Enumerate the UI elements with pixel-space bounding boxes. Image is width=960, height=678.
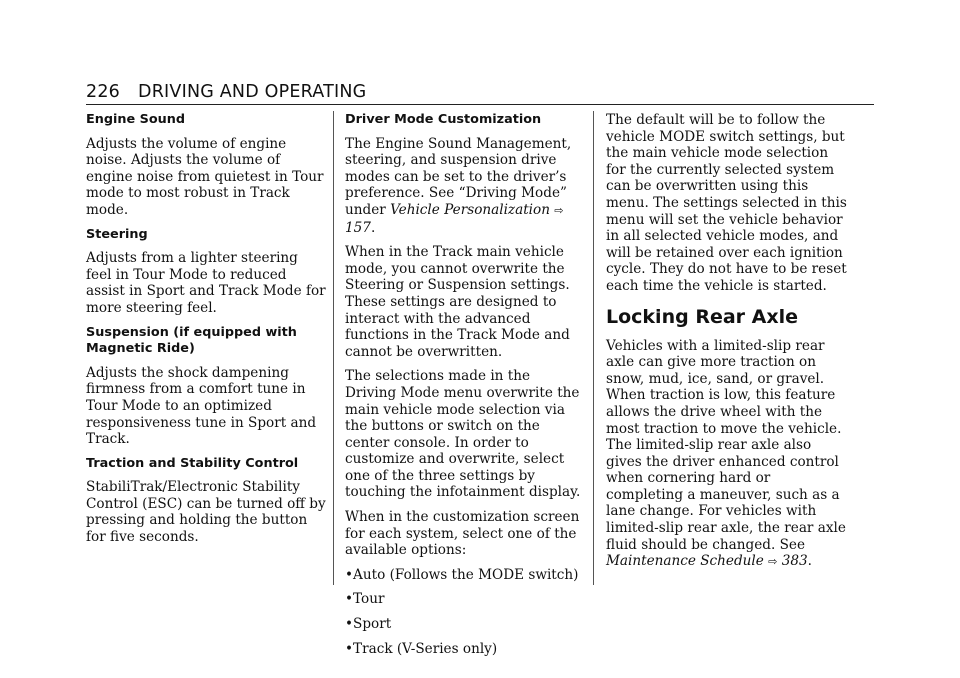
driver-mode-paragraph-2: When in the Track main vehicle mode, you cannot overwrite the Steering or Suspension settings. These settings are designed to interact with the advanced functions in the Track Mode and cannot be overwritten. <box>345 244 570 360</box>
column-2 <box>345 112 585 665</box>
traction-text: StabiliTrak/Electronic Stability Control (ESC) can be turned off by pressing and holding the button for five seconds. <box>86 479 326 546</box>
page-ref-arrow-icon: ⇨ <box>554 203 564 217</box>
locking-rear-axle-heading: Locking Rear Axle <box>606 305 798 328</box>
driver-mode-heading: Driver Mode Customization <box>345 112 542 127</box>
page-header <box>86 82 366 102</box>
option-tour: • Tour <box>345 591 585 608</box>
suspension-heading: Suspension (if equipped with Magnetic Ride) <box>86 324 297 357</box>
driver-mode-p1-text: The Engine Sound Management, steering, and suspension drive modes can be set to the driver’s preference. See “Driving Mode” under <box>345 135 572 218</box>
maintenance-schedule-link[interactable]: Maintenance Schedule <box>606 553 764 570</box>
locking-rear-axle-paragraph: Vehicles with a limited-slip rear axle can give more traction on snow, mud, ice, sand, or gravel. When traction is low, this feature allows the drive wheel with the most traction to move the vehicle. The limited-slip rear axle also gives the driver enhanced control when cornering hard or completing a maneuver, such as a lane change. For vehicles with limited-slip rear axle, the rear axle fluid should be changed. See Maintenance Schedule ⇨ 383. <box>606 337 846 570</box>
driver-mode-paragraph-4: When in the customization screen for each system, select one of the available options: <box>345 509 580 559</box>
column-3 <box>606 112 848 579</box>
option-auto: • Auto (Follows the MODE switch) <box>345 567 585 584</box>
default-mode-paragraph: The default will be to follow the vehicle MODE switch settings, but the main vehicle mode selection for the currently selected system can be overwritten using this menu. The settings selected in this menu will set the vehicle behavior in all selected vehicle modes, and will be retained over each ignition cycle. They do not have to be reset each time the vehicle is started. <box>606 112 847 294</box>
section-title: DRIVING AND OPERATING <box>138 82 367 102</box>
page-number: 226 <box>86 82 121 102</box>
vehicle-personalization-page[interactable]: 157 <box>345 219 371 236</box>
engine-sound-heading: Engine Sound <box>86 112 186 127</box>
driver-mode-paragraph-3: The selections made in the Driving Mode menu overwrite the main vehicle mode selection via the buttons or switch on the center console. In order to customize and overwrite, select one of the three settings by touching the infotainment display. <box>345 368 581 501</box>
page-ref-arrow-icon: ⇨ <box>768 555 778 569</box>
option-track: • Track (V-Series only) <box>345 641 585 658</box>
header-rule <box>86 104 874 105</box>
maintenance-schedule-page[interactable]: 383 <box>781 553 808 570</box>
steering-heading: Steering <box>86 226 148 242</box>
column-divider-1 <box>333 111 334 585</box>
locking-rear-axle-text: Vehicles with a limited-slip rear axle can give more traction on snow, mud, ice, sand, or gravel. When traction is low, this feature allows the drive wheel with the most traction to move the vehicle. The limited-slip rear axle also gives the driver enhanced control when cornering hard or completing a maneuver, such as a lane change. For vehicles with limited-slip rear axle, the rear axle fluid should be changed. See <box>606 337 846 553</box>
engine-sound-text: Adjusts the volume of engine noise. Adjusts the volume of engine noise from quietest in Tour mode to most robust in Track mode. <box>86 135 324 218</box>
column-divider-2 <box>593 111 594 585</box>
steering-text: Adjusts from a lighter steering feel in Tour Mode to reduced assist in Sport and Track Mode for more steering feel. <box>86 250 326 316</box>
traction-heading: Traction and Stability Control <box>86 455 299 471</box>
column-1 <box>86 112 326 554</box>
option-sport: • Sport <box>345 616 585 633</box>
suspension-text: Adjusts the shock dampening firmness from a comfort tune in Tour Mode to an optimized responsiveness tune in Sport and Track. <box>86 364 317 448</box>
vehicle-personalization-link[interactable]: Vehicle Personalization <box>390 201 550 218</box>
driver-mode-paragraph-1: The Engine Sound Management, steering, and suspension drive modes can be set to the driver’s preference. See “Driving Mode” under Vehicle Personalization ⇨ 157. <box>345 135 572 236</box>
